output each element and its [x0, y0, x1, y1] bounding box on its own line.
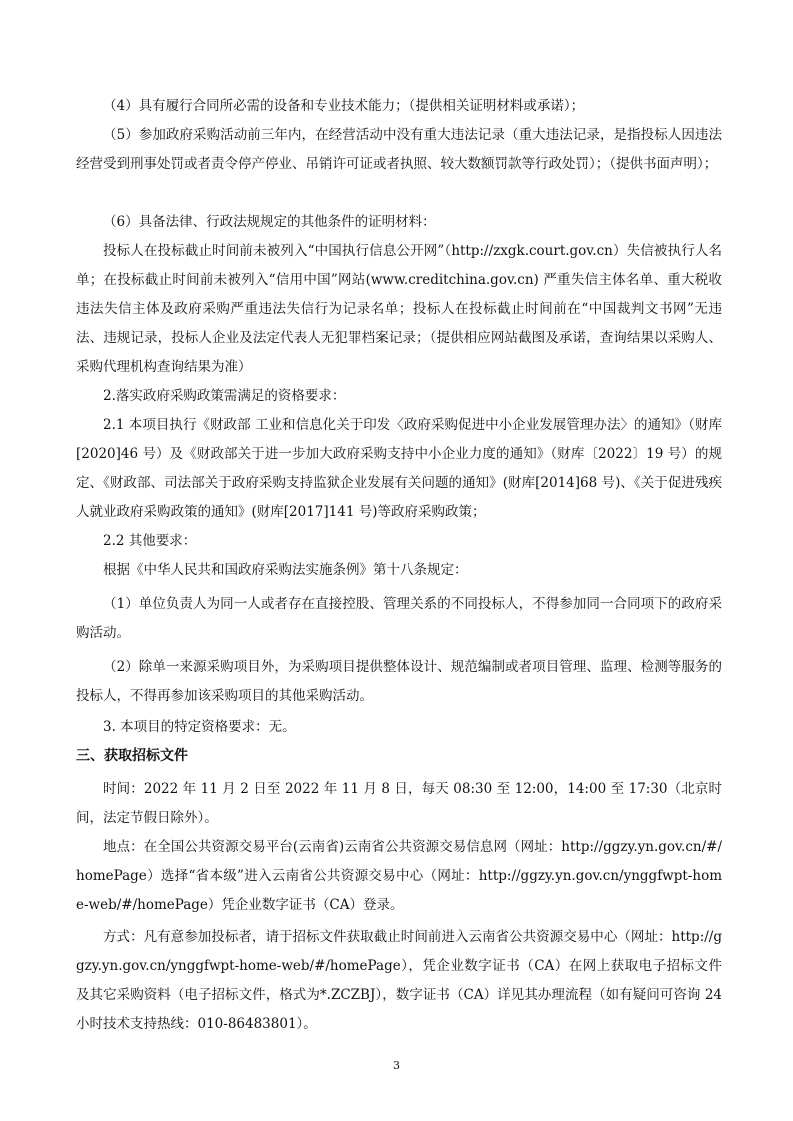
paragraph-method: 方式：凡有意参加投标者，请于招标文件获取截止时间前进入云南省公共资源交易中心（网址：http://ggzy.yn.gov.cn/ynggfwpt-home-web/#/homePage），凭企业数字证书（CA）在网上获取电子招标文件及其它采购资料（电子招标文件，格式为*.ZCZBJ），数字证书（CA）详见其办理流程（如有疑问可咨询 24 小时技术支持热线：010-86483801）。	[76, 929, 722, 1032]
paragraph-other-requirements: 2.2 其他要求：	[103, 533, 197, 549]
paragraph-location: 地点：在全国公共资源交易平台(云南省)云南省公共资源交易信息网（网址：http://ggzy.yn.gov.cn/#/homePage）选择“省本级”进入云南省公共资源交易中心（网址：http://ggzy.yn.gov.cn/ynggfwpt-home-web/#/homePage）凭企业数字证书（CA）登录。	[76, 839, 722, 913]
paragraph-time: 时间：2022 年 11 月 2 日至 2022 年 11 月 8 日，每天 08:30 至 12:00，14:00 至 17:30（北京时间，法定节假日除外）。	[76, 781, 722, 826]
paragraph-policy-requirements: 2.落实政府采购政策需满足的资格要求：	[103, 388, 346, 404]
page-number: 3	[393, 1059, 400, 1072]
paragraph-credit-check: 投标人在投标截止时间前未被列入“中国执行信息公开网”（http://zxgk.court.gov.cn）失信被执行人名单；在投标截止时间前未被列入“信用中国”网站(www.creditchina.gov.cn) 严重失信主体名单、重大税收违法失信主体及政府采购严重违法失信行为记录名单；投标人在投标截止时间前在“中国裁判文书网”无违法、违规记录，投标人企业及法定代表人无犯罪档案记录；（提供相应网站截图及承诺，查询结果以采购人、采购代理机构查询结果为准）	[76, 243, 722, 375]
section-heading: 三、获取招标文件	[76, 748, 188, 764]
paragraph-specific-qualification: 3. 本项目的特定资格要求：无。	[103, 719, 296, 735]
paragraph-other-conditions: （6）具备法律、行政法规规定的其他条件的证明材料：	[103, 214, 436, 230]
paragraph-same-responsible-person: （1）单位负责人为同一人或者存在直接控股、管理关系的不同投标人，不得参加同一合同项下的政府采购活动。	[76, 596, 722, 641]
paragraph-regulation-basis: 根据《中华人民共和国政府采购法实施条例》第十八条规定：	[103, 562, 468, 578]
paragraph-design-service-exclusion: （2）除单一来源采购项目外，为采购项目提供整体设计、规范编制或者项目管理、监理、检测等服务的投标人，不得再参加该采购项目的其他采购活动。	[76, 659, 722, 704]
paragraph-no-violation-record: （5）参加政府采购活动前三年内，在经营活动中没有重大违法记录（重大违法记录，是指投标人因违法经营受到刑事处罚或者责令停产停业、吊销许可证或者执照、较大数额罚款等行政处罚）；（提供书面声明）；	[76, 127, 722, 172]
paragraph-policy-details: 2.1 本项目执行《财政部 工业和信息化关于印发〈政府采购促进中小企业发展管理办法〉的通知》（财库[2020]46 号）及《财政部关于进一步加大政府采购支持中小企业力度的通知》（财库〔2022〕19 号）的规定、《财政部、司法部关于政府采购支持监狱企业发展有关问题的通知》(财库[2014]68 号)、《关于促进残疾人就业政府采购政策的通知》(财库[2017]141 号)等政府采购政策；	[76, 417, 722, 520]
paragraph-equipment-capability: （4）具有履行合同所必需的设备和专业技术能力；（提供相关证明材料或承诺）；	[103, 98, 585, 114]
